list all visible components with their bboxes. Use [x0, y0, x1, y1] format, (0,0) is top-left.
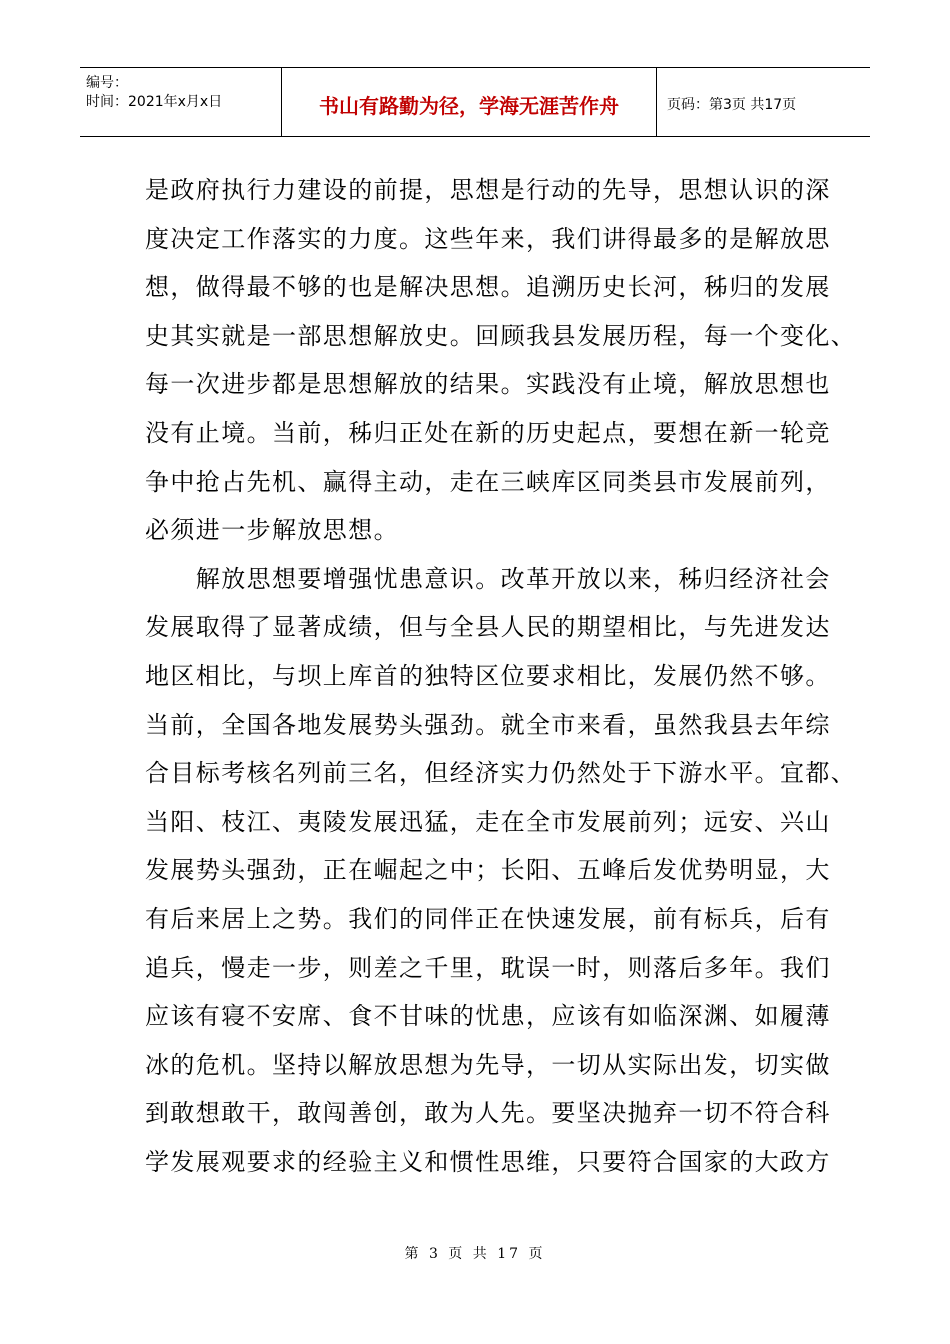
document-time-label: 时间：2021年x月x日	[86, 94, 223, 110]
header-motto: 书山有路勤为径，学海无涯苦作舟	[282, 68, 657, 136]
header-page-info: 页码：第3页 共17页	[667, 97, 797, 113]
body-line: 每一次进步都是思想解放的结果。实践没有止境，解放思想也	[145, 370, 831, 399]
body-line: 有后来居上之势。我们的同伴正在快速发展，前有标兵，后有	[145, 904, 831, 933]
body-line: 冰的危机。坚持以解放思想为先导，一切从实际出发，切实做	[145, 1050, 831, 1079]
body-line: 必须进一步解放思想。	[145, 516, 399, 545]
body-line: 是政府执行力建设的前提，思想是行动的先导，思想认识的深	[145, 176, 831, 204]
body-line: 想，做得最不够的也是解决思想。追溯历史长河，秭归的发展	[145, 273, 831, 302]
page-header	[80, 67, 870, 137]
body-line: 发展取得了显著成绩，但与全县人民的期望相比，与先进发达	[145, 613, 831, 642]
body-line: 史其实就是一部思想解放史。回顾我县发展历程，每一个变化、	[145, 321, 857, 350]
body-line: 应该有寝不安席、食不甘味的忧患，应该有如临深渊、如履薄	[145, 1002, 831, 1031]
body-line: 追兵，慢走一步，则差之千里，耽误一时，则落后多年。我们	[145, 953, 831, 982]
page-footer: 第 3 页 共 17 页	[404, 1246, 546, 1262]
body-line: 争中抢占先机、赢得主动，走在三峡库区同类县市发展前列，	[145, 467, 831, 496]
body-text	[145, 166, 857, 1186]
body-line: 到敢想敢干，敢闯善创，敢为人先。要坚决抛弃一切不符合科	[145, 1099, 831, 1128]
body-line: 解放思想要增强忧患意识。改革开放以来，秭归经济社会	[145, 564, 831, 593]
body-line: 当前，全国各地发展势头强劲。就全市来看，虽然我县去年综	[145, 710, 831, 739]
body-line: 地区相比，与坝上库首的独特区位要求相比，发展仍然不够。	[145, 661, 831, 690]
body-line: 没有止境。当前，秭归正处在新的历史起点，要想在新一轮竞	[145, 418, 831, 447]
body-line: 学发展观要求的经验主义和惯性思维，只要符合国家的大政方	[145, 1147, 831, 1176]
body-line: 发展势头强劲，正在崛起之中；长阳、五峰后发优势明显，大	[145, 856, 831, 885]
body-line: 度决定工作落实的力度。这些年来，我们讲得最多的是解放思	[145, 224, 831, 253]
body-line: 合目标考核名列前三名，但经济实力仍然处于下游水平。宜都、	[145, 759, 857, 788]
header-meta	[80, 68, 282, 136]
document-number-label: 编号：	[86, 75, 128, 91]
body-line: 当阳、枝江、夷陵发展迅猛，走在全市发展前列；远安、兴山	[145, 807, 831, 836]
